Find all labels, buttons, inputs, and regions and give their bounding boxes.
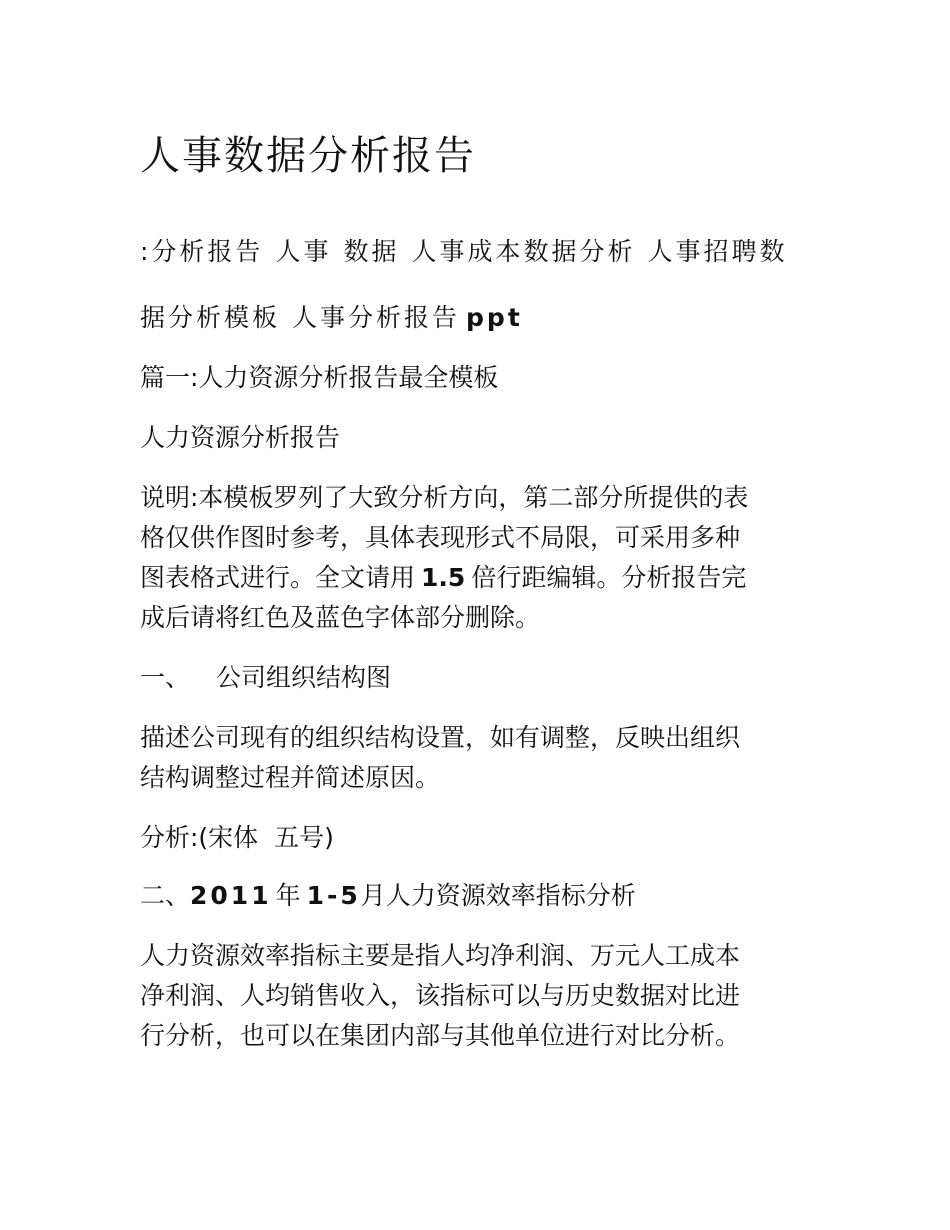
section-2-number: 二、 xyxy=(140,881,191,910)
note-line-1: 说明:本模板罗列了大致分析方向，第二部分所提供的表 xyxy=(140,483,749,512)
section-2-desc-line-3: 行分析，也可以在集团内部与其他单位进行对比分析。 xyxy=(140,1021,741,1050)
keyword-5: 人事分析报告 xyxy=(292,303,461,332)
report-subtitle: 人力资源分析报告 xyxy=(140,423,341,452)
keyword-2: 数据 xyxy=(343,237,400,266)
keyword-5-ppt: ppt xyxy=(466,303,523,332)
section-2-desc-line-2: 净利润、人均销售收入，该指标可以与历史数据对比进 xyxy=(140,981,741,1010)
document-title: 人事数据分析报告 xyxy=(140,133,476,179)
section-1-desc-line-1: 描述公司现有的组织结构设置，如有调整，反映出组织 xyxy=(140,723,741,752)
section-1-number: 一、 xyxy=(140,663,191,692)
note-line-3-end: 倍行距编辑。分析报告完 xyxy=(471,563,747,592)
section-2-desc-line-1: 人力资源效率指标主要是指人均净利润、万元人工成本 xyxy=(140,941,741,970)
keywords-line-2 xyxy=(140,298,523,338)
keyword-4-part-1: 人事招聘数 xyxy=(647,237,788,266)
note-line-2: 格仅供作图时参考，具体表现形式不局限，可采用多种 xyxy=(140,523,741,552)
section-1-desc-line-2: 结构调整过程并简述原因。 xyxy=(140,763,441,792)
section-2-year: 2011 xyxy=(190,881,272,910)
chapter-heading: 篇一:人力资源分析报告最全模板 xyxy=(140,363,499,392)
section-1-analysis: 分析:(宋体 五号) xyxy=(140,823,334,852)
note-line-4: 成后请将红色及蓝色字体部分删除。 xyxy=(140,603,541,632)
section-2-title: 月人力资源效率指标分析 xyxy=(360,881,636,910)
document-page xyxy=(140,0,810,1230)
keyword-1: 人事 xyxy=(275,237,332,266)
section-2-year-suffix: 年 xyxy=(275,881,301,910)
section-2-months: 1-5 xyxy=(306,881,361,910)
section-1-heading xyxy=(140,658,391,698)
section-1-title: 公司组织结构图 xyxy=(216,663,392,692)
keyword-4-part-2: 据分析模板 xyxy=(140,303,281,332)
keywords-line-1 xyxy=(140,232,788,272)
line-spacing-value: 1.5 xyxy=(421,563,466,592)
note-line-3 xyxy=(140,558,746,598)
section-2-heading xyxy=(140,876,636,916)
note-line-3-start: 图表格式进行。全文请用 xyxy=(140,563,416,592)
keyword-3: 人事成本数据分析 xyxy=(411,237,636,266)
keywords-prefix: :分析报告 xyxy=(140,237,264,266)
